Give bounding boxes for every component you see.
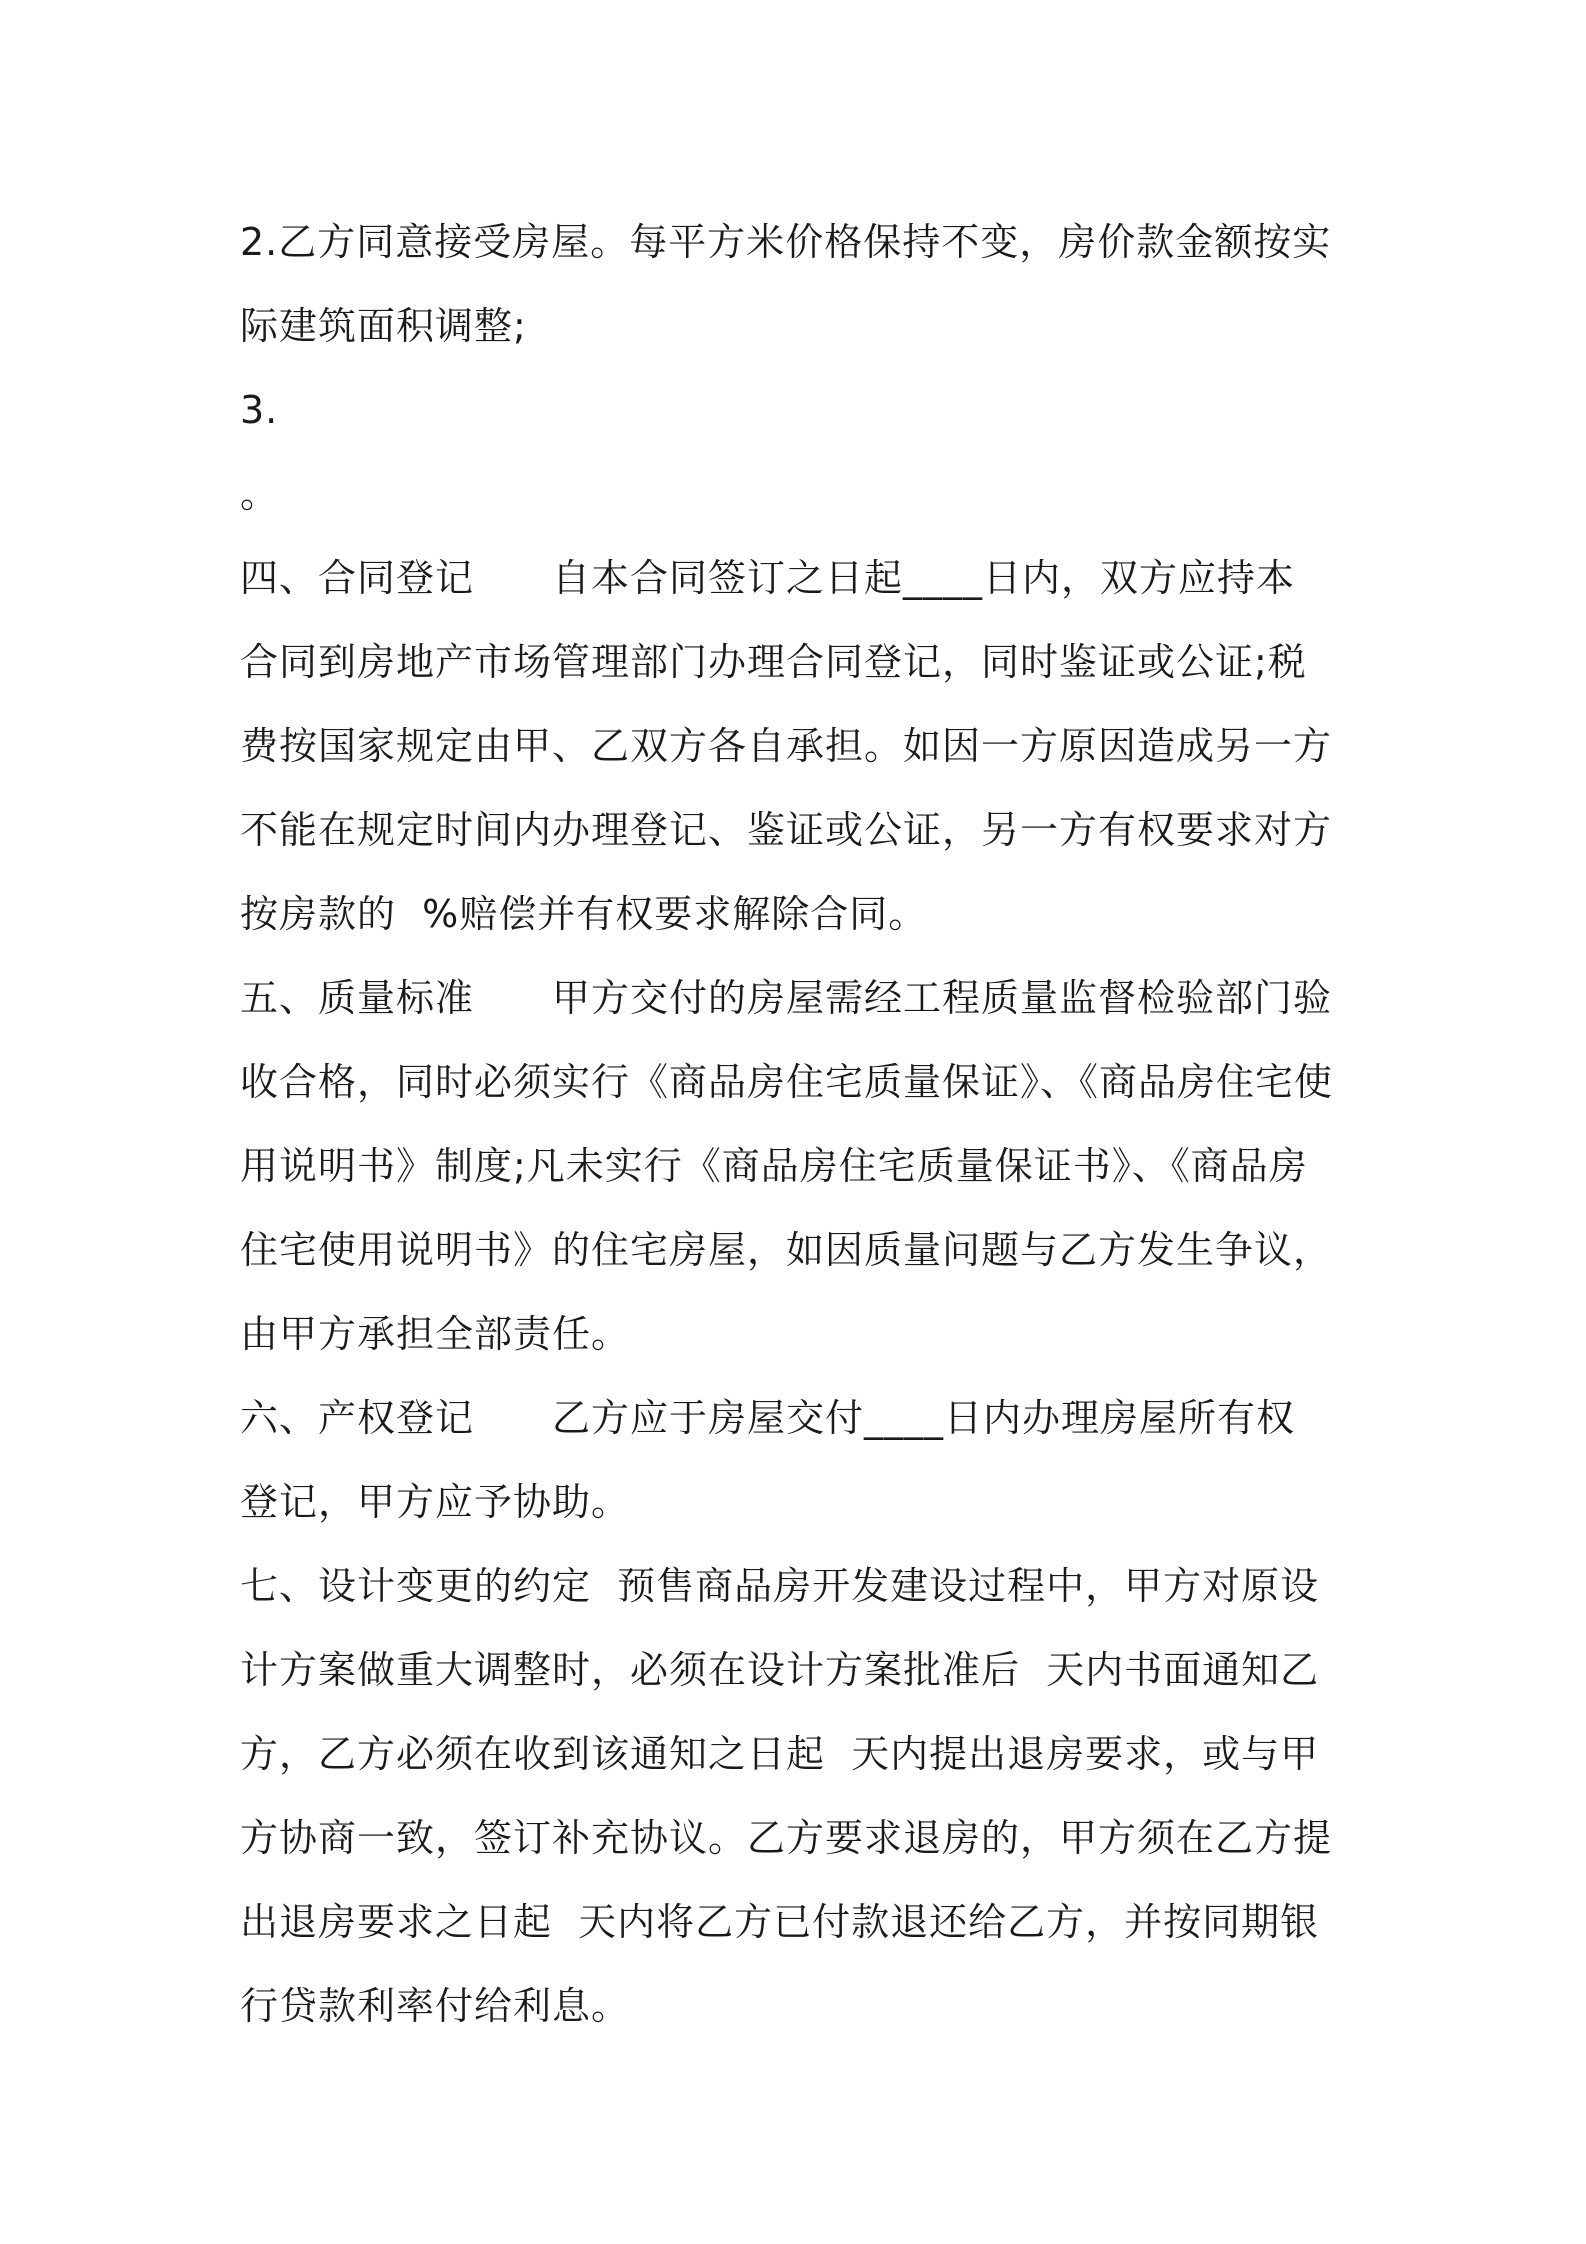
text-line: 出退房要求之日起 天内将乙方已付款退还给乙方，并按同期银 bbox=[240, 1900, 1320, 1944]
text-line: 费按国家规定由甲、乙双方各自承担。如因一方原因造成另一方 bbox=[240, 724, 1333, 768]
text-line: 。 bbox=[240, 472, 280, 516]
text-line: 按房款的 %赔偿并有权要求解除合同。 bbox=[240, 892, 928, 936]
text-line: 住宅使用说明书》的住宅房屋，如因质量问题与乙方发生争议， bbox=[240, 1228, 1333, 1272]
paragraph-item-2 bbox=[240, 200, 1360, 368]
text-line: 登记，甲方应予协助。 bbox=[240, 1480, 631, 1524]
text-line: 由甲方承担全部责任。 bbox=[240, 1312, 631, 1356]
text-line: 际建筑面积调整; bbox=[240, 304, 527, 348]
text-line: 3. bbox=[240, 388, 279, 432]
text-line: 四、合同登记 自本合同签订之日起____日内，双方应持本 bbox=[240, 556, 1296, 600]
document-body bbox=[240, 200, 1360, 2048]
text-line: 合同到房地产市场管理部门办理合同登记，同时鉴证或公证;税 bbox=[240, 640, 1307, 684]
paragraph-item-3 bbox=[240, 368, 1360, 452]
text-line: 不能在规定时间内办理登记、鉴证或公证，另一方有权要求对方 bbox=[240, 808, 1333, 852]
text-line: 方，乙方必须在收到该通知之日起 天内提出退房要求，或与甲 bbox=[240, 1732, 1320, 1776]
text-line: 六、产权登记 乙方应于房屋交付____日内办理房屋所有权 bbox=[240, 1396, 1296, 1440]
section-design-change bbox=[240, 1544, 1360, 2048]
section-contract-registration bbox=[240, 536, 1360, 956]
text-line: 计方案做重大调整时，必须在设计方案批准后 天内书面通知乙 bbox=[240, 1648, 1320, 1692]
section-property-registration bbox=[240, 1376, 1360, 1544]
text-line: 五、质量标准 甲方交付的房屋需经工程质量监督检验部门验 bbox=[240, 976, 1333, 1020]
text-line: 七、设计变更的约定 预售商品房开发建设过程中，甲方对原设 bbox=[240, 1564, 1320, 1608]
text-line: 用说明书》制度;凡未实行《商品房住宅质量保证书》、《商品房 bbox=[240, 1144, 1308, 1188]
section-quality-standard bbox=[240, 956, 1360, 1376]
text-line: 收合格，同时必须实行《商品房住宅质量保证》、《商品房住宅使 bbox=[240, 1060, 1334, 1104]
paragraph-period bbox=[240, 452, 1360, 536]
text-line: 方协商一致，签订补充协议。乙方要求退房的，甲方须在乙方提 bbox=[240, 1816, 1333, 1860]
text-line: 2.乙方同意接受房屋。每平方米价格保持不变，房价款金额按实 bbox=[240, 220, 1332, 264]
text-line: 行贷款利率付给利息。 bbox=[240, 1984, 631, 2028]
